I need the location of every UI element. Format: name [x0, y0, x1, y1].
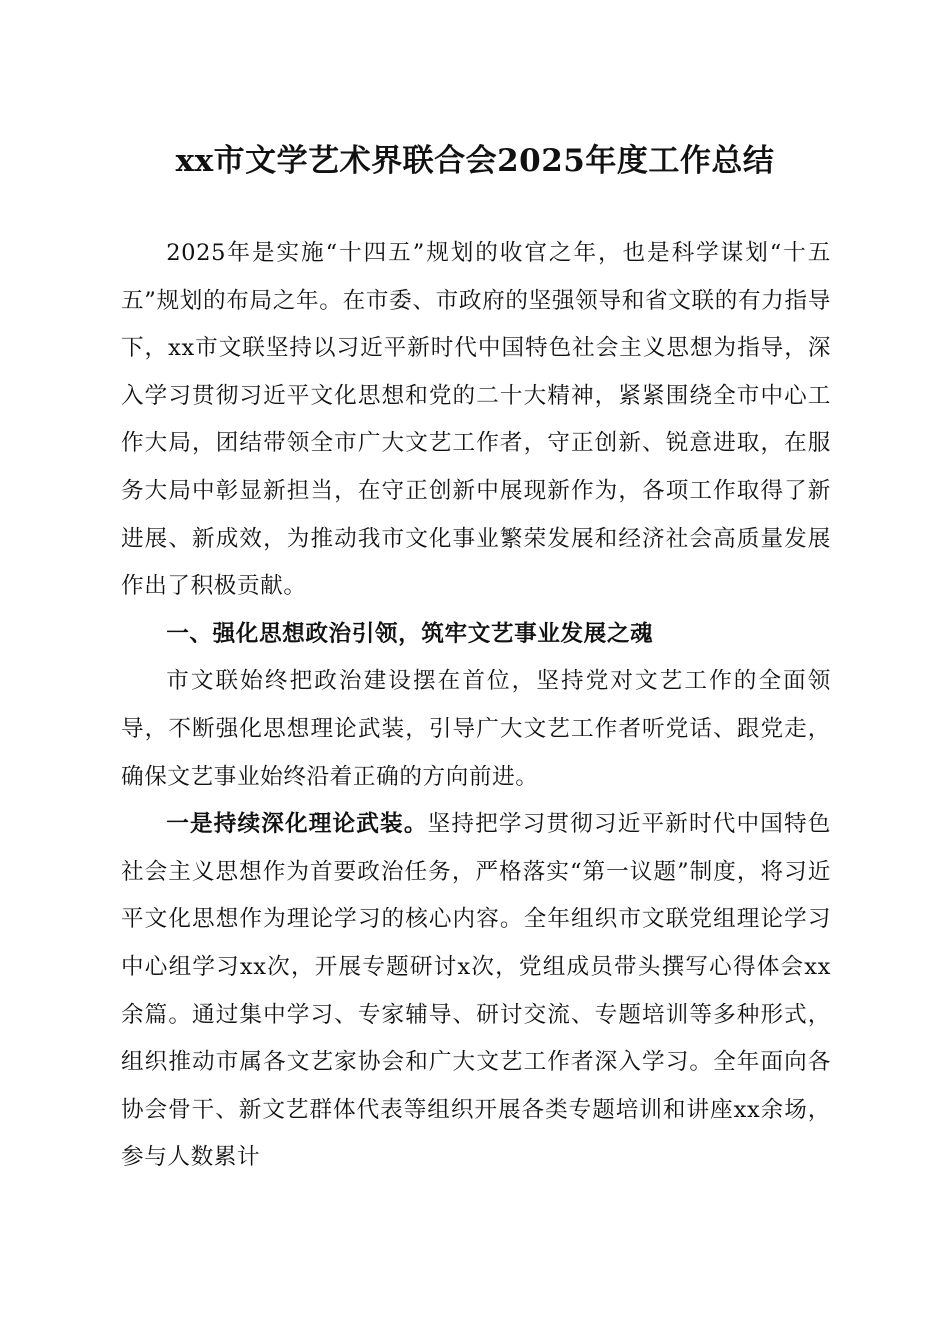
item-text: 坚持把学习贯彻习近平新时代中国特色社会主义思想作为首要政治任务，严格落实“第一议题”制度，将习近平文化思想作为理论学习的核心内容。全年组织市文联党组理论学习中心组学习xx次，开展专题研讨x次，党组成员带头撰写心得体会xx余篇。通过集中学习、专家辅导、研讨交流、专题培训等多种形式，组织推动市属各文艺家协会和广大文艺工作者深入学习。全年面向各协会骨干、新文艺群体代表等组织开展各类专题培训和讲座xx余场，参与人数累计 — [121, 811, 831, 1171]
item-paragraph — [121, 801, 831, 1182]
item-lead: 一是持续深化理论武装。 — [166, 811, 428, 838]
intro-paragraph: 2025年是实施“十四五”规划的收官之年，也是科学谋划“十五五”规划的布局之年。在市委、市政府的坚强领导和省文联的有力指导下，xx市文联坚持以习近平新时代中国特色社会主义思想为指导，深入学习贯彻习近平文化思想和党的二十大精神，紧紧围绕全市中心工作大局，团结带领全市广大文艺工作者，守正创新、锐意进取，在服务大局中彰显新担当，在守正创新中展现新作为，各项工作取得了新进展、新成效，为推动我市文化事业繁荣发展和经济社会高质量发展作出了积极贡献。 — [121, 240, 831, 600]
section-heading: 一、强化思想政治引领，筑牢文艺事业发展之魂 — [166, 620, 654, 647]
document-title: xx市文学艺术界联合会2025年度工作总结 — [175, 143, 775, 179]
document-body — [121, 230, 831, 1182]
section-paragraph: 市文联始终把政治建设摆在首位，坚持党对文艺工作的全面领导，不断强化思想理论武装，引导广大文艺工作者听党话、跟党走，确保文艺事业始终沿着正确的方向前进。 — [121, 668, 831, 790]
